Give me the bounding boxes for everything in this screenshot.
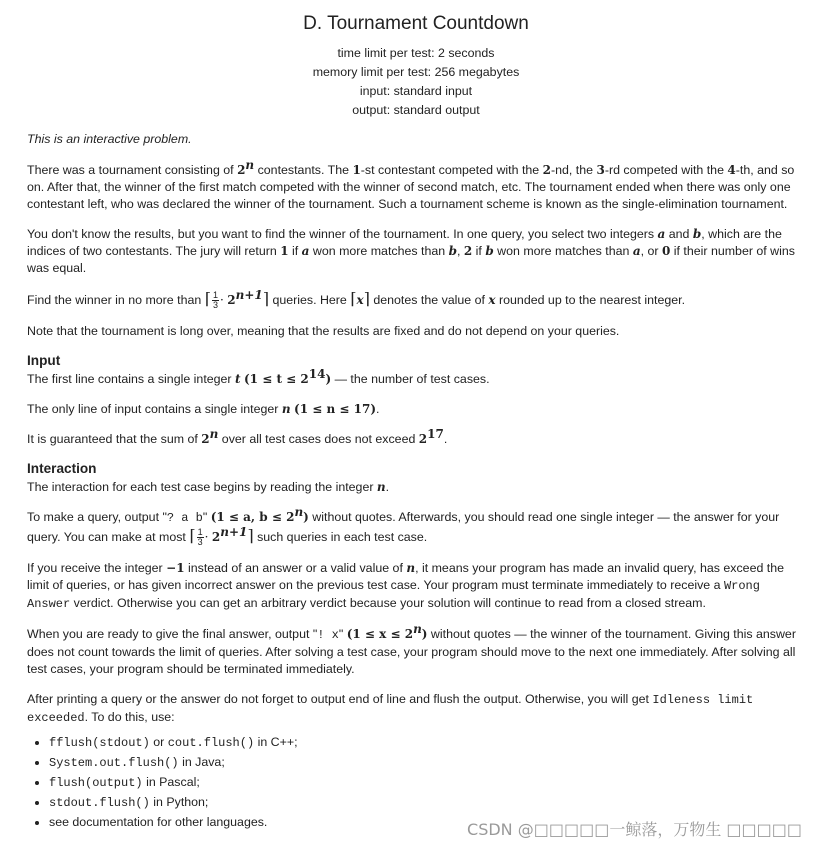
output-spec: output: standard output <box>352 103 480 117</box>
input-line-3: It is guaranteed that the sum of 2$^n$ over all test cases does not exceed $2^{17}$. <box>27 427 448 447</box>
input-spec: input: standard input <box>359 84 473 98</box>
input-heading: Input <box>27 353 61 369</box>
paragraph-query: You don't know the results, but you want to find the winner of the tournament. In one query, you select two integers a and b, which are the indices of two contestants. The jury will return 1 if a won more matches than b, 2 if b won more matches than a, or 0 if their number of wins was equal. <box>27 227 795 275</box>
interaction-flush: After printing a query or the answer do not forget to output end of line and flush the output. Otherwise, you will get Idleness limit exceeded. To do this, use: <box>27 692 754 726</box>
csdn-watermark: CSDN @□□□□□一鲸落，万物生 □□□□□ <box>467 820 802 839</box>
paragraph-note: Note that the tournament is long over, meaning that the results are fixed and do not depend on your queries. <box>27 324 620 339</box>
list-item: • stdout.flush() in Python; <box>49 793 805 813</box>
paragraph-tournament: There was a tournament consisting of 2$^n$ contestants. The 1-st contestant competed with the 2-nd, the 3-rd competed with the 4-th, and so on. After that, the winner of the first match competed with the winner of second match, etc. The tournament ended when there was only one contestant left, who was declared the winner of the tournament. Such a tournament scheme is known as the single-elimination tournament. <box>27 157 795 211</box>
input-line-1: The first line contains a single integer t $(1 \le t \le 2^{14})$ — the number of test cases. <box>27 367 490 387</box>
input-line-2: The only line of input contains a single integer n (1 ≤ n ≤ 17). <box>27 402 380 417</box>
interaction-answer: When you are ready to give the final answer, output "! x" $(1 \le x \le 2^n)$ without quotes — the winner of the tournament. Giving this answer does not count towards the limit of queries. After solving a test case, your program should move to the next one immediately. After solving all test cases, your program should be terminated immediately. <box>27 622 796 677</box>
memory-limit: memory limit per test: 256 megabytes <box>312 65 520 79</box>
intro-text: This is an interactive problem. <box>27 132 192 146</box>
time-limit: time limit per test: 2 seconds <box>337 46 495 60</box>
list-item: • flush(output) in Pascal; <box>49 773 805 793</box>
list-item: • System.out.flush() in Java; <box>49 753 805 773</box>
problem-statement <box>27 12 805 832</box>
paragraph-limit: Find the winner in no more than ⌈ $\frac{1}{3}$ · $2^{n+1}⌉$ queries. Here ⌈x⌉ denotes the value of x rounded up to the nearest integer. <box>27 287 686 311</box>
problem-title: D. Tournament Countdown <box>303 13 529 34</box>
list-item: • fflush(stdout) or cout.flush() in C++; <box>49 733 805 753</box>
interaction-query-format: To make a query, output "? a b" (1 ≤ a, $b \le 2^n$) without quotes. Afterwards, you should read one single integer — the answer for your query. You can make at most ⌈ $\frac{1}{3}$ · $2^{n+1}⌉$ such queries in each test case. <box>27 505 780 548</box>
interaction-heading: Interaction <box>27 461 97 477</box>
interaction-line-1: The interaction for each test case begins by reading the integer n. <box>27 480 390 495</box>
list-item: • see documentation for other languages. <box>49 813 805 832</box>
flush-list <box>27 733 805 832</box>
problem-header <box>27 12 805 120</box>
interaction-error: If you receive the integer −1 instead of an answer or a valid value of n, it means your program has made an invalid query, has exceed the limit of queries, or has given incorrect answer on the previous test case. Your program must terminate immediately to receive a Wrong Answer verdict. Otherwise you can get an arbitrary verdict because your solution will continue to read from a closed stream. <box>27 561 785 612</box>
